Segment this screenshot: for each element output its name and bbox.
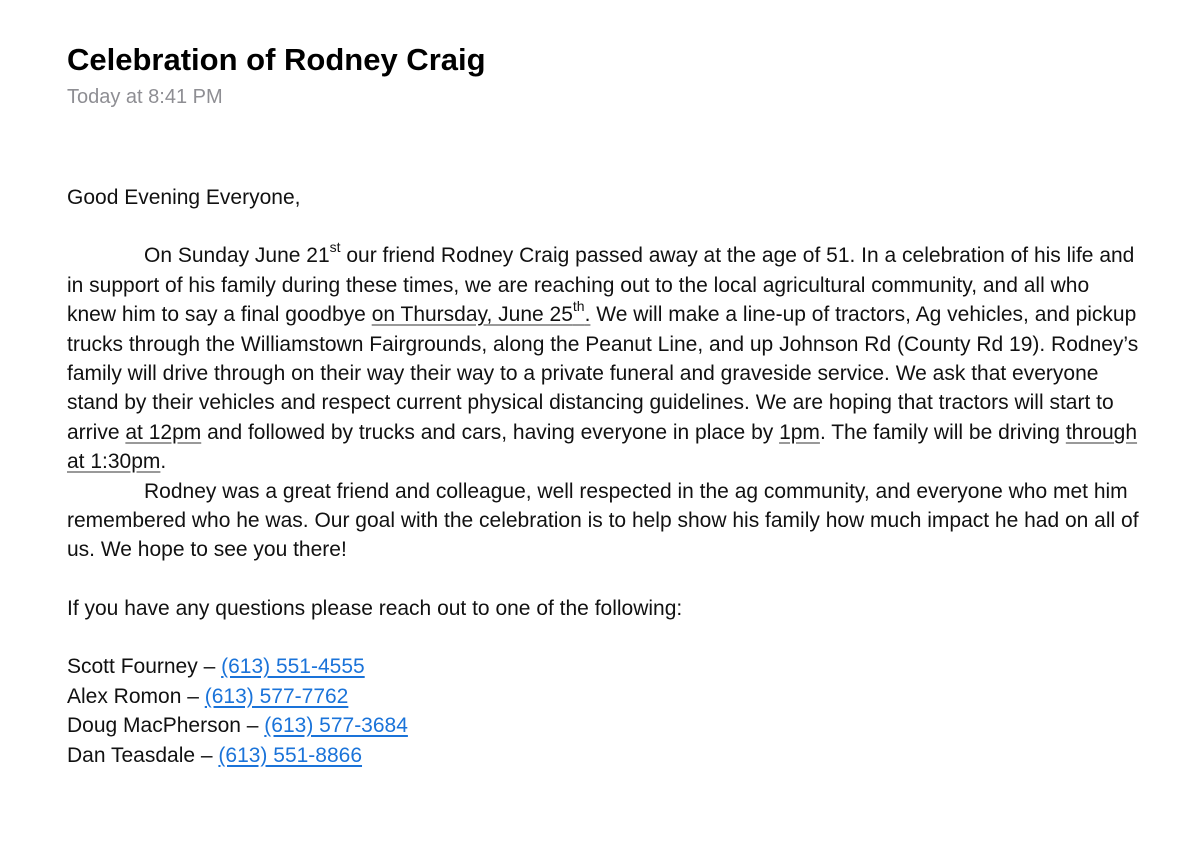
- contact-item: [67, 652, 1142, 681]
- announcement-text: our friend Rodney Craig passed away at the age of 51. In a celebration of his life and in support of his family during these times, we are reaching out to the local agricultural community, and all who knew him to say a final goodbye: [67, 244, 1135, 327]
- date-text: on Thursday, June 25: [371, 303, 573, 327]
- contact-separator: –: [195, 743, 219, 767]
- phone-link[interactable]: (613) 551-8866: [218, 743, 363, 767]
- contact-item: [67, 682, 1142, 711]
- contact-separator: –: [181, 684, 205, 708]
- email-header: [67, 38, 1147, 112]
- email-subject: Celebration of Rodney Craig: [67, 42, 486, 77]
- contact-list: [67, 652, 1142, 770]
- questions-line: If you have any questions please reach out to one of the following:: [67, 596, 683, 620]
- email-timestamp: Today at 8:41 PM: [67, 86, 223, 108]
- greeting: Good Evening Everyone,: [67, 186, 301, 209]
- email-body: [67, 183, 1142, 770]
- spacer: [67, 212, 1142, 241]
- spacer: [67, 623, 1142, 652]
- contact-name: Doug MacPherson: [67, 714, 241, 738]
- announcement-text: On Sunday June 21: [144, 244, 330, 268]
- contact-separator: –: [197, 655, 222, 679]
- phone-link[interactable]: (613) 551-4555: [221, 655, 365, 679]
- announcement-text: and followed by trucks and cars, having everyone in place by: [201, 420, 780, 444]
- contact-name: Alex Romon: [67, 684, 182, 708]
- phone-link[interactable]: (613) 577-3684: [264, 714, 408, 738]
- announcement-text: .: [160, 450, 167, 474]
- tribute-text: Rodney was a great friend and colleague, well respected in the ag community, and everyone who met him remembered who he was. Our goal with the celebration is to help show his family how much impact he had on all of us. We hope to see you there!: [67, 479, 1139, 562]
- contact-name: Dan Teasdale: [67, 743, 196, 767]
- contact-separator: –: [240, 714, 265, 738]
- time-underlined: at 12pm: [125, 420, 202, 444]
- contact-item: [67, 741, 1142, 770]
- phone-link[interactable]: (613) 577-7762: [204, 684, 349, 708]
- announcement-text: We will make a line-up of tractors, Ag vehicles, and pickup trucks through the Williamstown Fairgrounds, along the Peanut Line, and up Johnson Rd (County Rd 19). Rodney’s family will drive through on their way their way to a private funeral and graveside service. We ask that everyone stand by their vehicles and respect current physical distancing guidelines. We are hoping that tractors will start to arrive: [67, 303, 1139, 444]
- superscript: st: [329, 239, 341, 256]
- contact-item: [67, 711, 1142, 740]
- announcement-text: . The family will be driving: [819, 420, 1066, 444]
- spacer: [67, 565, 1142, 594]
- time-underlined: through at 1:30pm: [67, 420, 1138, 474]
- date-underlined: [371, 298, 591, 327]
- time-underlined: 1pm: [779, 420, 820, 444]
- contact-name: Scott Fourney: [67, 655, 198, 679]
- superscript: th: [572, 298, 585, 315]
- paragraph-announcement: [67, 241, 1142, 476]
- date-period: .: [584, 303, 591, 327]
- paragraph-tribute: [67, 477, 1142, 565]
